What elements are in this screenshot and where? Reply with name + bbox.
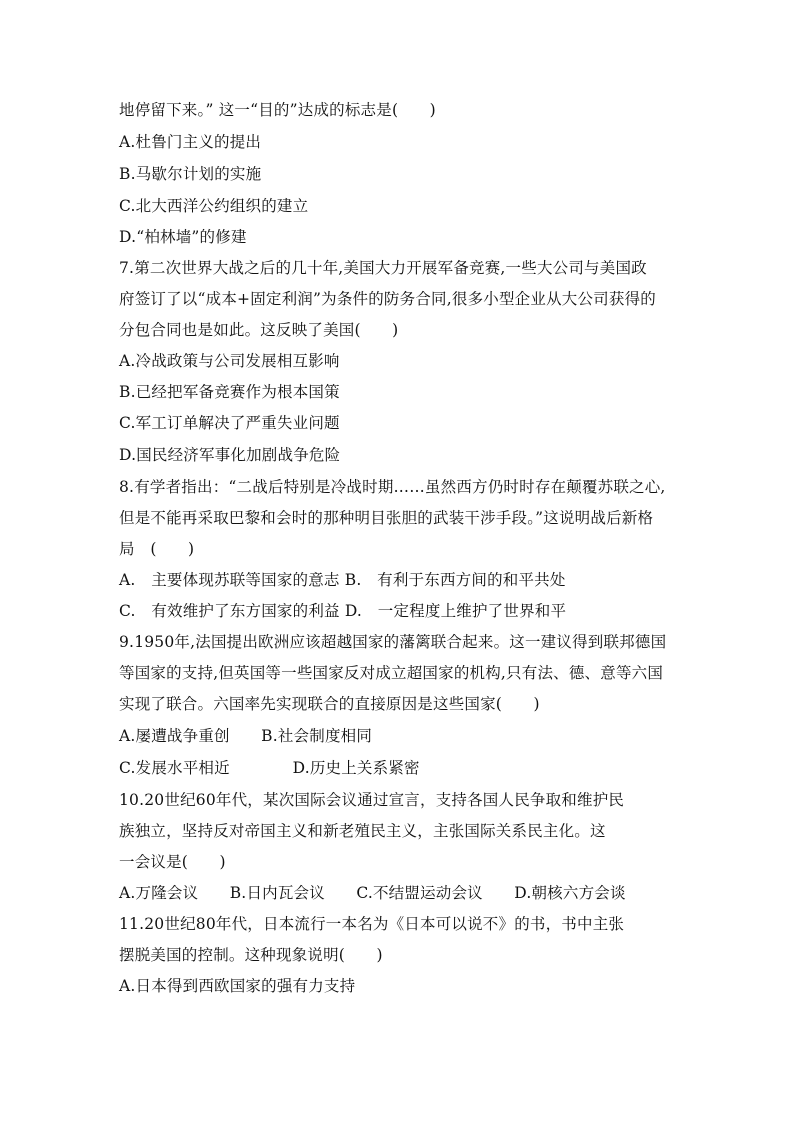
q7-stem-line-3: 分包合同也是如此。这反映了美国( ) — [119, 321, 399, 339]
q9-stem-line-3: 实现了联合。六国率先实现联合的直接原因是这些国家( ) — [119, 695, 540, 713]
q6-option-c: C.北大西洋公约组织的建立 — [119, 197, 309, 215]
q6-option-d: D.“柏林墙”的修建 — [119, 228, 247, 246]
q8-stem-line-2: 但是不能再采取巴黎和会时的那种明目张胆的武装干涉手段。”这说明战后新格 — [119, 509, 654, 527]
q9-stem-line-1: 9.1950年,法国提出欧洲应该超越国家的藩篱联合起来。这一建议得到联邦德国 — [119, 633, 667, 651]
q8-options-cd: C. 有效维护了东方国家的利益 D. 一定程度上维护了世界和平 — [119, 602, 567, 620]
q7-stem-line-1: 7.第二次世界大战之后的几十年,美国大力开展军备竞赛,一些大公司与美国政 — [119, 259, 647, 277]
q6-option-b: B.马歇尔计划的实施 — [119, 165, 262, 183]
q8-options-ab: A. 主要体现苏联等国家的意志 B. 有利于东西方间的和平共处 — [119, 571, 566, 589]
q10-options: A.万隆会议 B.日内瓦会议 C.不结盟运动会议 D.朝核六方会谈 — [119, 884, 626, 902]
q6-stem-tail: 地停留下来。” 这一“目的”达成的标志是( ) — [119, 101, 436, 119]
q7-stem-line-2: 府签订了以“成本+固定利润”为条件的防务合同,很多小型企业从大公司获得的 — [119, 290, 656, 308]
q6-option-a: A.杜鲁门主义的提出 — [119, 133, 262, 151]
q9-options-cd: C.发展水平相近 D.历史上关系紧密 — [119, 759, 420, 777]
q8-stem-line-3: 局 ( ) — [119, 540, 195, 558]
q7-option-a: A.冷战政策与公司发展相互影响 — [119, 352, 340, 370]
q10-stem-line-1: 10.20世纪60年代，某次国际会议通过宣言，支持各国人民争取和维护民 — [119, 791, 625, 809]
q10-stem-line-2: 族独立，坚持反对帝国主义和新老殖民主义，主张国际关系民主化。这 — [119, 822, 606, 840]
q7-option-b: B.已经把军备竞赛作为根本国策 — [119, 383, 340, 401]
q9-stem-line-2: 等国家的支持,但英国等一些国家反对成立超国家的机构,只有法、德、意等六国 — [119, 664, 664, 682]
q11-stem-line-1: 11.20世纪80年代，日本流行一本名为《日本可以说不》的书，书中主张 — [119, 915, 625, 933]
q7-option-c: C.军工订单解决了严重失业问题 — [119, 414, 340, 432]
q10-stem-line-3: 一会议是( ) — [119, 853, 226, 871]
q11-stem-line-2: 摆脱美国的控制。这种现象说明( ) — [119, 946, 383, 964]
q9-options-ab: A.屡遭战争重创 B.社会制度相同 — [119, 727, 373, 745]
q11-option-a: A.日本得到西欧国家的强有力支持 — [119, 977, 356, 995]
q8-stem-line-1: 8.有学者指出：“二战后特别是冷战时期……虽然西方仍时时存在颠覆苏联之心, — [119, 478, 666, 496]
q7-option-d: D.国民经济军事化加剧战争危险 — [119, 446, 341, 464]
